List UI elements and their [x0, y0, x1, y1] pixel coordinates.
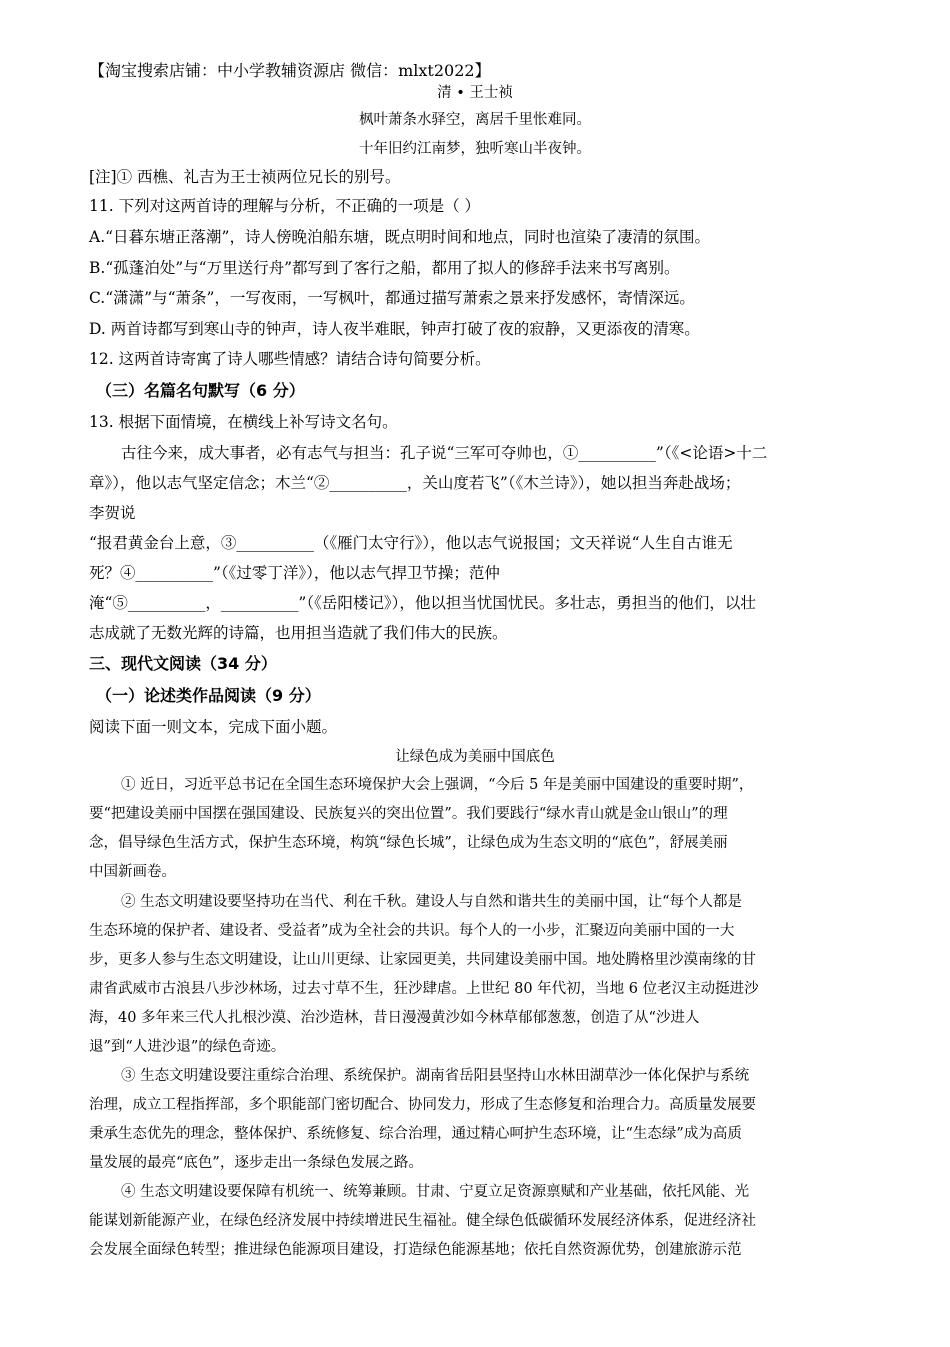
question-11-option-b: B.“孤蓬泊处”与“万里送行舟”都写到了客行之船，都用了拟人的修辞手法来书写离别。: [89, 259, 680, 277]
section-recitation-heading: （三）名篇名句默写（6 分）: [96, 381, 305, 400]
article-p1-line: 中国新画卷。: [89, 864, 176, 880]
question-11-stem: 11. 下列对这两首诗的理解与分析，不正确的一项是（ ）: [89, 197, 481, 215]
header-banner: 【淘宝搜索店铺：中小学教辅资源店 微信：mlxt2022】: [89, 61, 491, 80]
article-p2-line: 生态环境的保护者、建设者、受益者”成为全社会的共识。每个人的一小步，汇聚迈向美丽中国的一大: [89, 923, 735, 939]
article-p3-line: ③ 生态文明建设要注重综合治理、系统保护。湖南省岳阳县坚持山水林田湖草沙一体化保护与系统: [121, 1068, 750, 1084]
question-13-line-6: 淹“⑤__________，__________”（《岳阳楼记》），他以担当忧国忧民。多壮志，勇担当的他们，以壮: [89, 594, 756, 612]
question-13-line-1: 古往今来，成大事者，必有志气与担当：孔子说“三军可夺帅也，①__________”（《<论语>十二: [121, 444, 768, 462]
article-p1-line: 念，倡导绿色生活方式，保护生态环境，构筑“绿色长城”，让绿色成为生态文明的“底色”，舒展美丽: [89, 835, 728, 851]
question-11-option-a: A.“日暮东塘正落潮”，诗人傍晚泊船东塘，既点明时间和地点，同时也渲染了凄清的氛围。: [89, 228, 710, 246]
article-p4-line: 能谋划新能源产业，在绿色经济发展中持续增进民生福祉。健全绿色低碳循环发展经济体系，促进经济社: [89, 1213, 756, 1229]
article-title: 让绿色成为美丽中国底色: [395, 749, 555, 765]
article-p2-line: 海，40 多年来三代人扎根沙漠、治沙造林，昔日漫漫黄沙如今林草郁郁葱葱，创造了从“沙进人: [89, 1010, 700, 1026]
poem-note: [注]① 西樵、礼吉为王士祯两位兄长的别号。: [89, 168, 401, 186]
question-11-option-c: C.“潇潇”与“萧条”，一写夜雨，一写枫叶，都通过描写萧索之景来抒发感怀，寄情深远。: [89, 289, 695, 307]
article-p3-line: 秉承生态优先的理念，整体保护、系统修复、综合治理，通过精心呵护生态环境，让“生态绿”成为高质: [89, 1126, 742, 1142]
article-p2-line: 肃省武威市古浪县八步沙林场，过去寸草不生，狂沙肆虐。上世纪 80 年代初，当地 6 位老汉主动挺进沙: [89, 981, 759, 997]
poem-line-1: 枫叶萧条水驿空，离居千里怅难同。: [359, 112, 591, 128]
poem-line-2: 十年旧约江南梦，独听寒山半夜钟。: [359, 141, 591, 157]
article-p3-line: 治理，成立工程指挥部，多个职能部门密切配合、协同发力，形成了生态修复和治理合力。高质量发展要: [89, 1097, 756, 1113]
question-13-stem: 13. 根据下面情境，在横线上补写诗文名句。: [89, 413, 398, 431]
question-13-line-3: 李贺说: [89, 504, 136, 522]
question-11-option-d: D. 两首诗都写到寒山寺的钟声，诗人夜半难眠，钟声打破了夜的寂静，又更添夜的清寒。: [89, 320, 700, 338]
section-3-1-heading: （一）论述类作品阅读（9 分）: [96, 686, 321, 705]
poem-author: 清 • 王士祯: [437, 85, 513, 101]
question-12: 12. 这两首诗寄寓了诗人哪些情感？请结合诗句简要分析。: [89, 350, 491, 368]
question-13-line-5: 死？④__________”（《过零丁洋》），他以志气捍卫节操；范仲: [89, 564, 500, 582]
article-p3-line: 量发展的最亮“底色”，逐步走出一条绿色发展之路。: [89, 1155, 423, 1171]
article-p4-line: ④ 生态文明建设要保障有机统一、统筹兼顾。甘肃、宁夏立足资源禀赋和产业基础，依托风能、光: [121, 1184, 750, 1200]
article-p2-line: 退”到“人进沙退”的绿色奇迹。: [89, 1039, 286, 1055]
question-13-line-4: “报君黄金台上意，③__________（《雁门太守行》），他以志气说报国；文天祥说“人生自古谁无: [89, 534, 733, 552]
article-p2-line: 步，更多人参与生态文明建设，让山川更绿、让家园更美，共同建设美丽中国。地处腾格里沙漠南缘的甘: [89, 952, 756, 968]
question-13-line-7: 志成就了无数光辉的诗篇，也用担当造就了我们伟大的民族。: [89, 624, 508, 642]
section-3-heading: 三、现代文阅读（34 分）: [89, 654, 277, 673]
article-p2-line: ② 生态文明建设要坚持功在当代、利在千秋。建设人与自然和谐共生的美丽中国，让“每个人都是: [121, 894, 743, 910]
question-13-line-2: 章》），他以志气坚定信念；木兰“②__________，关山度若飞”（《木兰诗》），她以担当奔赴战场；: [89, 474, 741, 492]
reading-instruction: 阅读下面一则文本，完成下面小题。: [89, 718, 338, 736]
article-p1-line: ① 近日，习近平总书记在全国生态环境保护大会上强调，“今后 5 年是美丽中国建设的重要时期”，: [121, 777, 754, 793]
article-p1-line: 要“把建设美丽中国摆在强国建设、民族复兴的突出位置”。我们要践行“绿水青山就是金山银山”的理: [89, 806, 728, 822]
article-p4-line: 会发展全面绿色转型；推进绿色能源项目建设，打造绿色能源基地；依托自然资源优势，创建旅游示范: [89, 1242, 742, 1258]
